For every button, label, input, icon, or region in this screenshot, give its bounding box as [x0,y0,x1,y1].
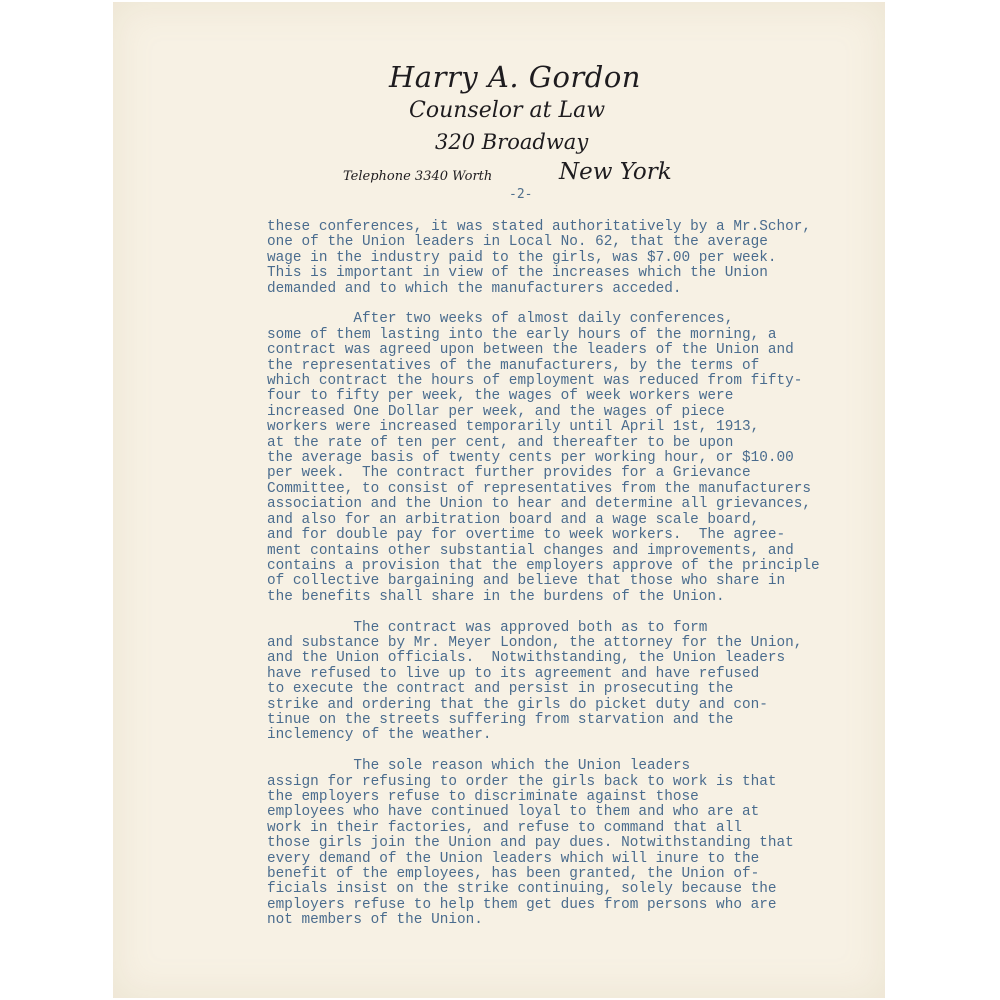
text-line: work in their factories, and refuse to command that all [267,819,742,836]
text-line: increased One Dollar per week, and the wages of piece [267,403,725,420]
text-line: benefit of the employees, has been granted, the Union of- [267,866,760,883]
text-line: some of them lasting into the early hours of the morning, a [267,326,777,343]
text-line: demanded and to which the manufacturers acceded. [267,280,682,297]
page-number: -2- [509,187,533,202]
text-line: one of the Union leaders in Local No. 62, that the average [267,234,768,251]
paragraph [267,621,867,744]
text-line: not members of the Union. [267,912,483,929]
letter-body [267,220,867,944]
text-line: tinue on the streets suffering from starvation and the [267,711,734,728]
text-line: of collective bargaining and believe that those who share in [267,573,786,590]
text-line: every demand of the Union leaders which will inure to the [267,850,760,867]
text-line: Committee, to consist of representatives from the manufacturers [267,480,812,497]
text-line: and substance by Mr. Meyer London, the attorney for the Union, [267,634,803,651]
text-line: employees who have continued loyal to them and who are at [267,804,760,821]
letterhead [113,2,885,212]
letterhead-city: New York [559,159,672,185]
text-line: assign for refusing to order the girls back to work is that [267,773,777,790]
text-line: the employers refuse to discriminate against those [267,788,699,805]
text-line: contract was agreed upon between the leaders of the Union and [267,342,794,359]
letter-page [113,2,885,998]
letterhead-name: Harry A. Gordon [389,60,641,94]
letterhead-title: Counselor at Law [409,98,606,123]
text-line: the benefits shall share in the burdens of the Union. [267,588,725,605]
paragraph [267,220,867,297]
text-line: and the Union officials. Notwithstanding, the Union leaders [267,650,786,667]
text-line: This is important in view of the increases which the Union [267,265,768,282]
text-line: which contract the hours of employment was reduced from fifty- [267,373,803,390]
text-line: to execute the contract and persist in prosecuting the [267,681,734,698]
text-line: the average basis of twenty cents per working hour, or $10.00 [267,450,794,467]
text-line: at the rate of ten per cent, and thereafter to be upon [267,434,734,451]
text-line: ment contains other substantial changes and improvements, and [267,542,794,559]
text-line: The contract was approved both as to form [267,619,708,636]
text-line: strike and ordering that the girls do picket duty and con- [267,696,768,713]
letterhead-telephone: Telephone 3340 Worth [343,169,493,184]
text-line: four to fifty per week, the wages of week workers were [267,388,734,405]
text-line: association and the Union to hear and determine all grievances, [267,496,812,513]
text-line: have refused to live up to its agreement and have refused [267,665,760,682]
text-line: and also for an arbitration board and a wage scale board, [267,511,760,528]
text-line: The sole reason which the Union leaders [267,758,691,775]
text-line: employers refuse to help them get dues from persons who are [267,896,777,913]
text-line: ficials insist on the strike continuing, solely because the [267,881,777,898]
text-line: After two weeks of almost daily conferences, [267,311,734,328]
text-line: the representatives of the manufacturers, by the terms of [267,357,760,374]
text-line: those girls join the Union and pay dues. Notwithstanding that [267,835,794,852]
paragraph [267,312,867,605]
text-line: contains a provision that the employers approve of the principle [267,557,820,574]
paragraph [267,759,867,928]
text-line: wage in the industry paid to the girls, was $7.00 per week. [267,249,777,266]
text-line: inclemency of the weather. [267,727,492,744]
text-line: and for double pay for overtime to week workers. The agree- [267,527,786,544]
text-line: per week. The contract further provides for a Grievance [267,465,751,482]
text-line: workers were increased temporarily until April 1st, 1913, [267,419,760,436]
text-line: these conferences, it was stated authoritatively by a Mr.Schor, [267,219,812,235]
letterhead-address: 320 Broadway [435,130,589,154]
